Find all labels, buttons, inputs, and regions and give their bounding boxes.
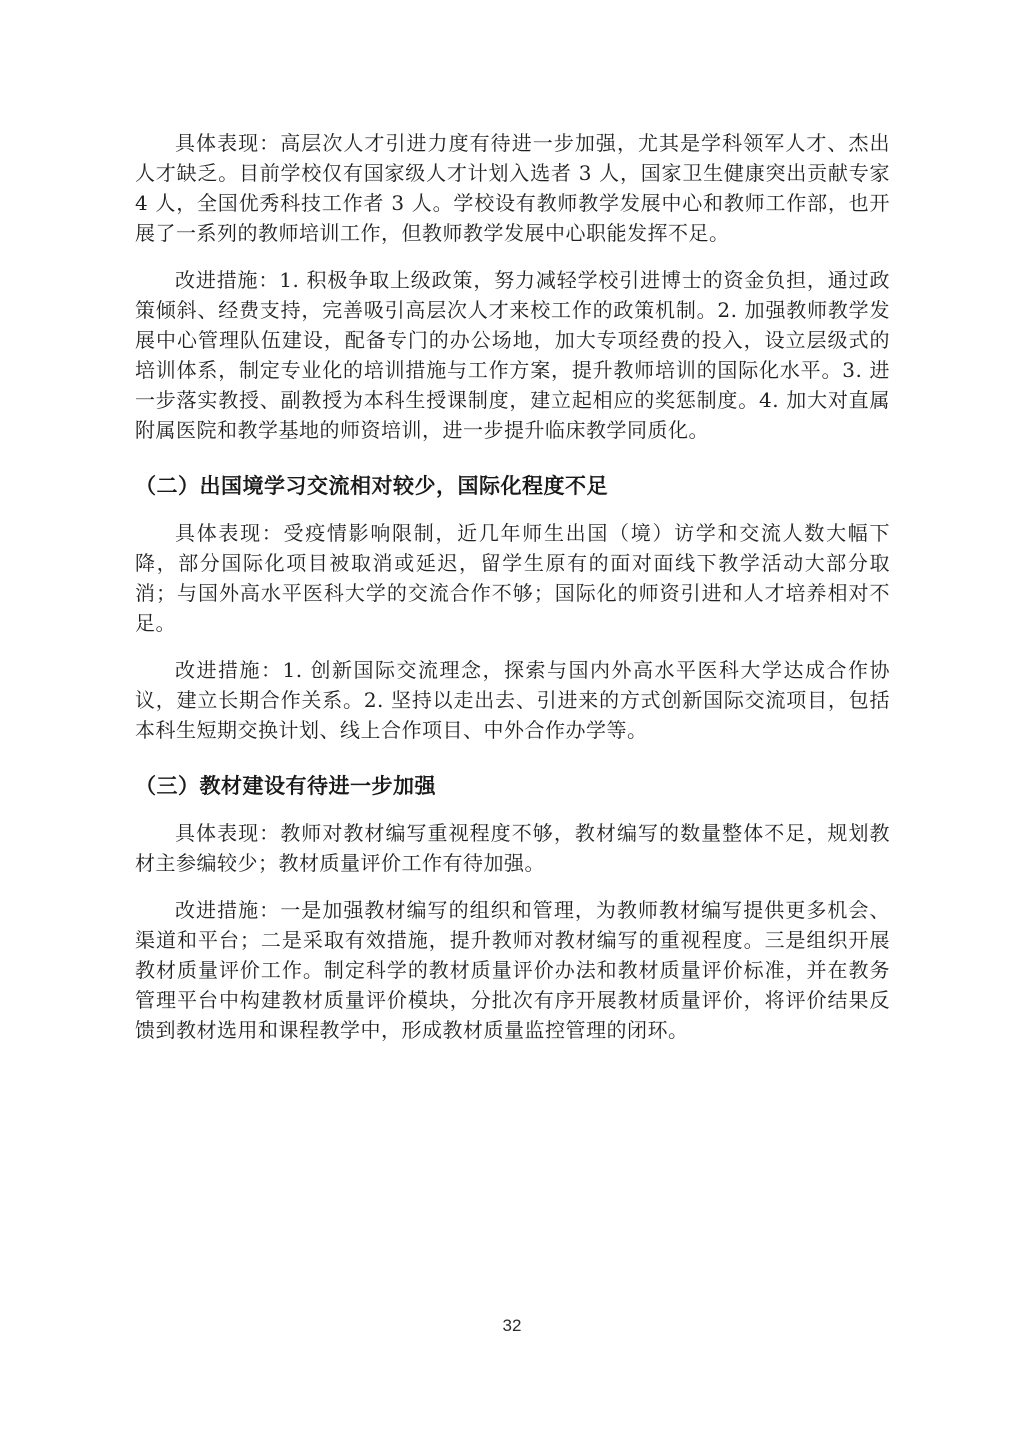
paragraph-textbook-measures: 改进措施：一是加强教材编写的组织和管理，为教师教材编写提供更多机会、渠道和平台；二是采取有效措施，提升教师对教材编写的重视程度。三是组织开展教材质量评价工作。制定科学的教材质量评价办法和教材质量评价标准，并在教务管理平台中构建教材质量评价模块，分批次有序开展教材质量评价，将评价结果反馈到教材选用和课程教学中，形成教材质量监控管理的闭环。: [135, 898, 890, 1042]
paragraph-exchange-measures: 改进措施：1. 创新国际交流理念，探索与国内外高水平医科大学达成合作协议，建立长期合作关系。2. 坚持以走出去、引进来的方式创新国际交流项目，包括本科生短期交换计划、线上合作项目、中外合作办学等。: [135, 658, 890, 742]
page-content: [135, 128, 890, 1045]
paragraph-textbook-status: 具体表现：教师对教材编写重视程度不够，教材编写的数量整体不足，规划教材主参编较少；教材质量评价工作有待加强。: [135, 821, 890, 875]
section-heading-2-international-exchange: （二）出国境学习交流相对较少，国际化程度不足: [135, 473, 608, 498]
section-heading-3-textbook-construction: （三）教材建设有待进一步加强: [135, 773, 436, 798]
paragraph-exchange-status: 具体表现：受疫情影响限制，近几年师生出国（境）访学和交流人数大幅下降，部分国际化项目被取消或延迟，留学生原有的面对面线下教学活动大部分取消；与国外高水平医科大学的交流合作不够；国际化的师资引进和人才培养相对不足。: [135, 521, 890, 635]
page-number: 32: [502, 1316, 522, 1335]
paragraph-talent-measures: 改进措施：1. 积极争取上级政策，努力减轻学校引进博士的资金负担，通过政策倾斜、经费支持，完善吸引高层次人才来校工作的政策机制。2. 加强教师教学发展中心管理队伍建设，配备专门的办公场地，加大专项经费的投入，设立层级式的培训体系，制定专业化的培训措施与工作方案，提升教师培训的国际化水平。3. 进一步落实教授、副教授为本科生授课制度，建立起相应的奖惩制度。4. 加大对直属附属医院和教学基地的师资培训，进一步提升临床教学同质化。: [135, 268, 890, 442]
paragraph-talent-status: 具体表现：高层次人才引进力度有待进一步加强，尤其是学科领军人才、杰出人才缺乏。目前学校仅有国家级人才计划入选者 3 人，国家卫生健康突出贡献专家 4 人，全国优秀科技工作者 3 人。学校设有教师教学发展中心和教师工作部，也开展了一系列的教师培训工作，但教师教学发展中心职能发挥不足。: [135, 131, 890, 245]
